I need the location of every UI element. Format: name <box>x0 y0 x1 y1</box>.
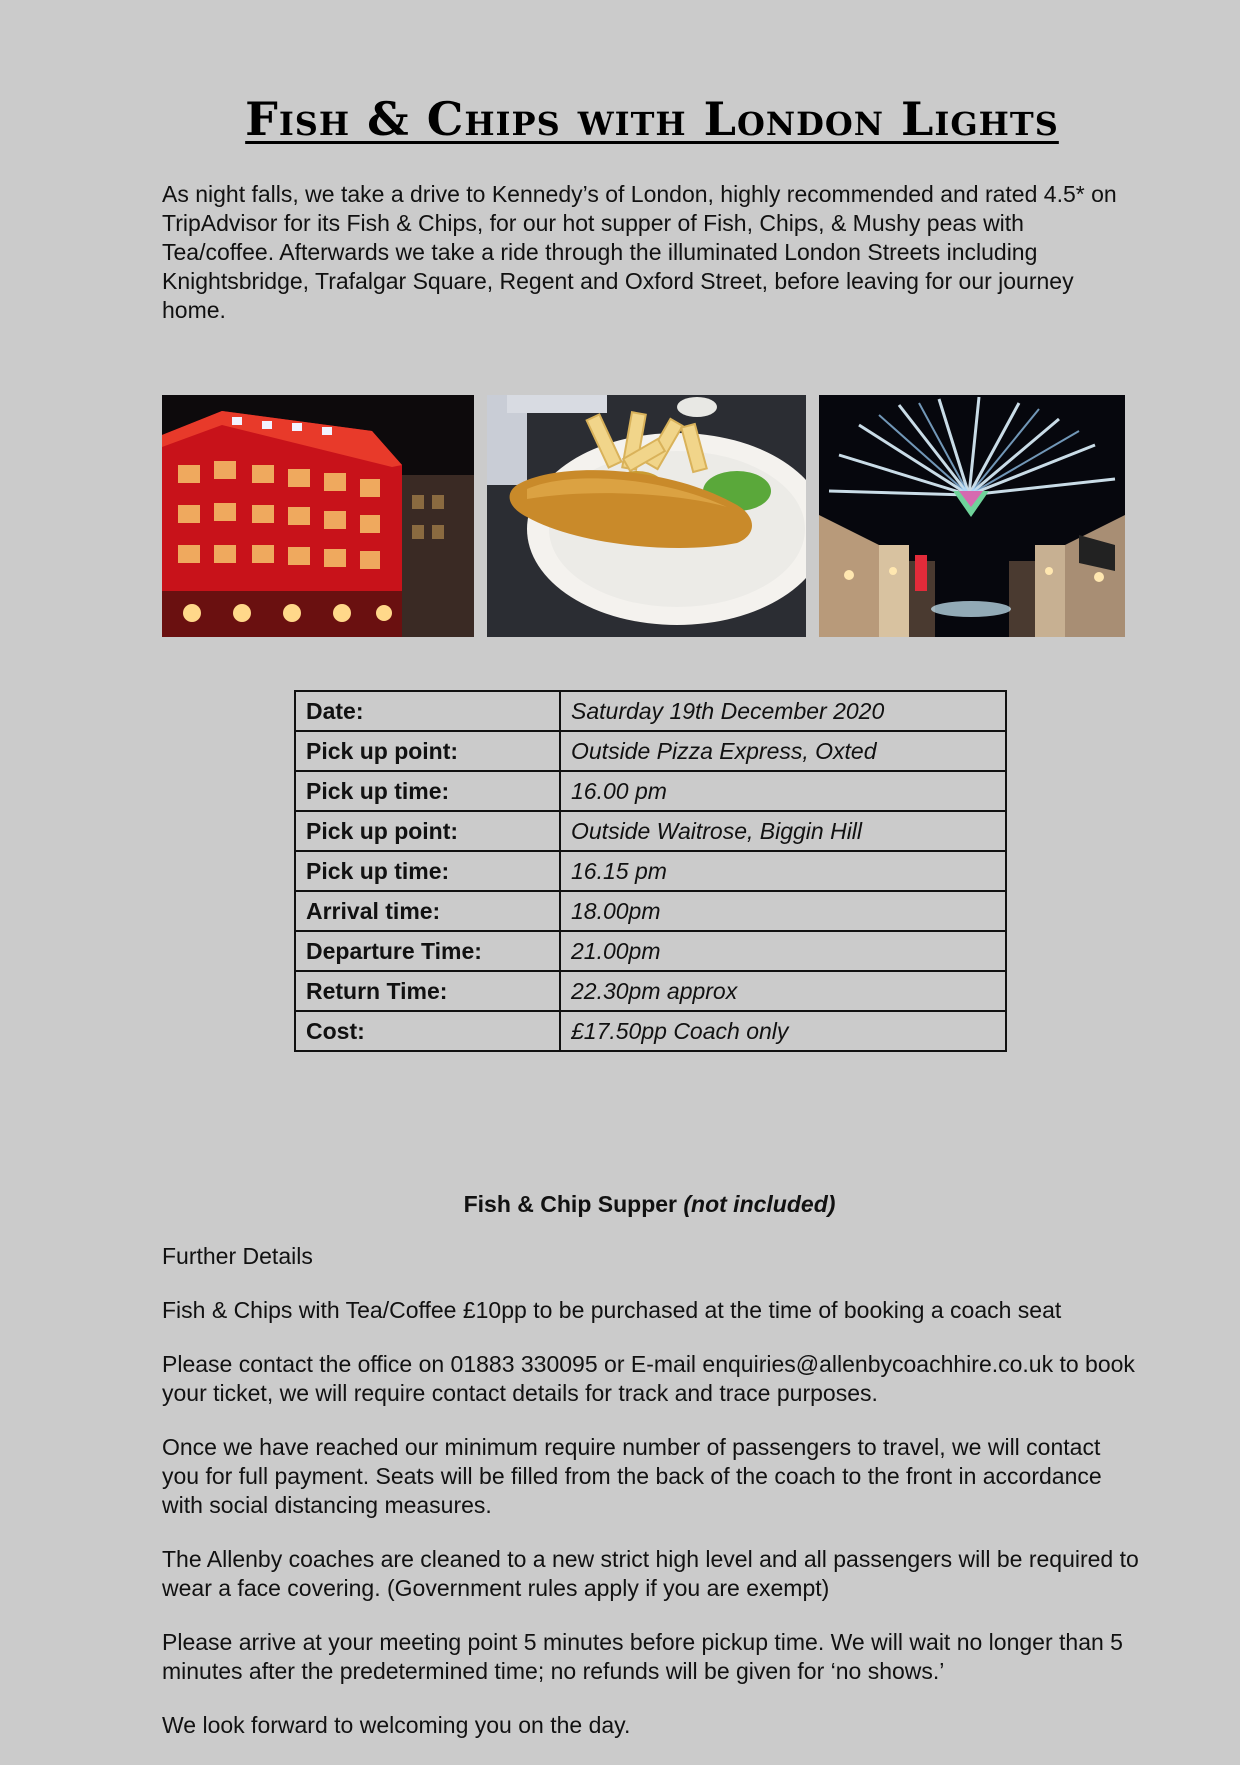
detail-label: Departure Time: <box>295 931 560 971</box>
table-row <box>295 811 1006 851</box>
detail-label: Pick up time: <box>295 851 560 891</box>
page-title: Fish & Chips with London Lights <box>245 92 1059 146</box>
detail-label: Pick up point: <box>295 731 560 771</box>
flyer-page <box>162 92 1142 1738</box>
supper-main: Fish & Chip Supper <box>463 1191 684 1217</box>
detail-value: Outside Waitrose, Biggin Hill <box>560 811 1006 851</box>
detail-value: £17.50pp Coach only <box>560 1011 1006 1051</box>
table-row <box>295 971 1006 1011</box>
detail-value: 16.00 pm <box>560 771 1006 811</box>
detail-label: Return Time: <box>295 971 560 1011</box>
detail-value: 21.00pm <box>560 931 1006 971</box>
detail-label: Date: <box>295 691 560 731</box>
table-row <box>295 891 1006 931</box>
detail-value: Saturday 19th December 2020 <box>560 691 1006 731</box>
detail-value: Outside Pizza Express, Oxted <box>560 731 1006 771</box>
further-paragraph: Fish & Chips with Tea/Coffee £10pp to be purchased at the time of booking a coach seat <box>162 1297 1062 1323</box>
table-row <box>295 931 1006 971</box>
table-row <box>295 1011 1006 1051</box>
intro-paragraph: As night falls, we take a drive to Kennedy’s of London, highly recommended and rated 4.5* on TripAdvisor for its Fish & Chips, for our hot supper of Fish, Chips, & Mushy peas with Tea/coffee. Afterwards we take a ride through the illuminated London Streets including Knightsbridge, Trafalgar Square, Regent and Oxford Street, before leaving for our journey home. <box>162 181 1117 323</box>
detail-label: Cost: <box>295 1011 560 1051</box>
further-paragraph: The Allenby coaches are cleaned to a new strict high level and all passengers will be required to wear a face covering. (Government rules apply if you are exempt) <box>162 1546 1139 1601</box>
detail-label: Pick up time: <box>295 771 560 811</box>
detail-value: 16.15 pm <box>560 851 1006 891</box>
trip-details-table <box>294 690 1007 1052</box>
photo-strip <box>162 395 1125 637</box>
street-lights-photo <box>819 395 1125 637</box>
detail-label: Arrival time: <box>295 891 560 931</box>
further-paragraph: Once we have reached our minimum require number of passengers to travel, we will contact you for full payment. Seats will be filled from the back of the coach to the front in accordance with social distancing measures. <box>162 1434 1102 1518</box>
table-row <box>295 771 1006 811</box>
further-paragraph: Please arrive at your meeting point 5 minutes before pickup time. We will wait no longer than 5 minutes after the predetermined time; no refunds will be given for ‘no shows.’ <box>162 1629 1123 1684</box>
fish-and-chips-plate-photo <box>487 395 806 637</box>
detail-value: 18.00pm <box>560 891 1006 931</box>
table-row <box>295 691 1006 731</box>
further-details <box>162 1242 1142 1765</box>
further-paragraph: Please contact the office on 01883 330095 or E-mail enquiries@allenbycoachhire.co.uk to book your ticket, we will require contact details for track and trace purposes. <box>162 1351 1135 1406</box>
red-lit-building-photo <box>162 395 474 637</box>
detail-label: Pick up point: <box>295 811 560 851</box>
further-paragraph: We look forward to welcoming you on the day. <box>162 1712 631 1738</box>
table-row <box>295 731 1006 771</box>
further-heading: Further Details <box>162 1243 313 1269</box>
table-row <box>295 851 1006 891</box>
supper-note <box>162 1191 1137 1218</box>
detail-value: 22.30pm approx <box>560 971 1006 1011</box>
supper-not-included: (not included) <box>683 1191 836 1217</box>
